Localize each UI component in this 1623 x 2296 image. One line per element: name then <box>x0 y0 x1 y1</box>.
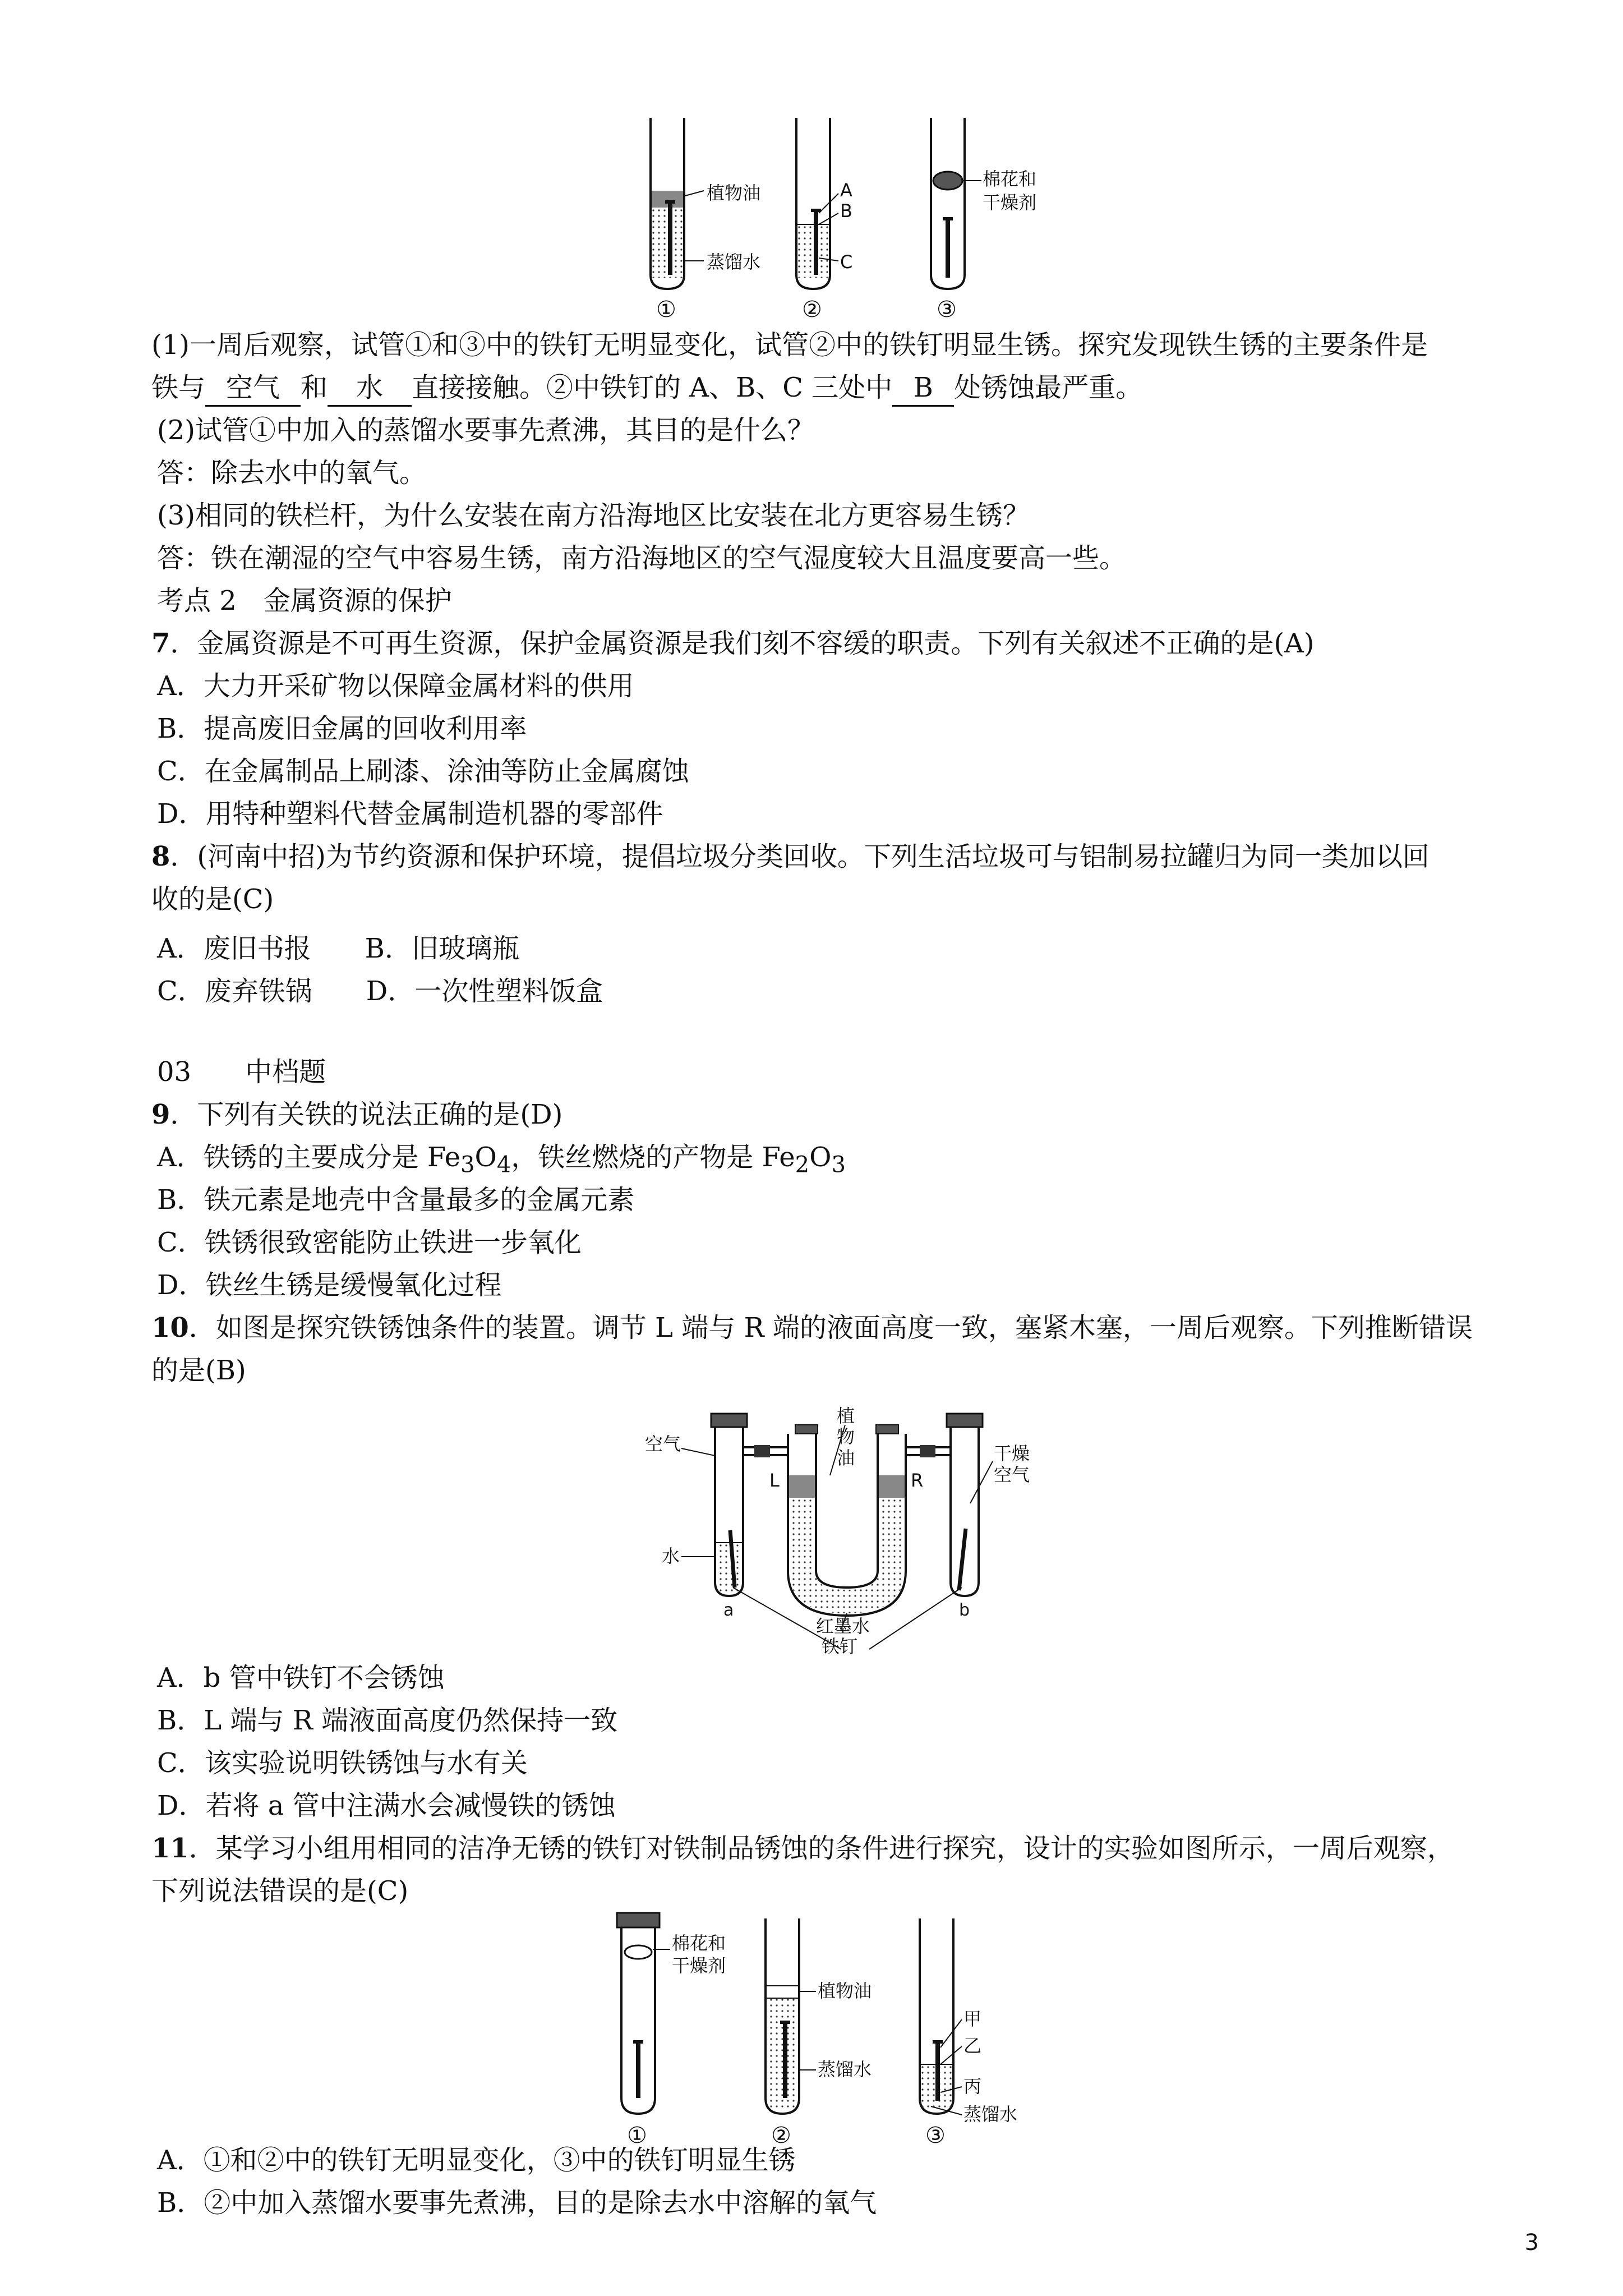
q7-option-a: A．大力开采矿物以保障金属材料的供用 <box>157 670 634 702</box>
figure-test-tubes-1 <box>628 112 1088 325</box>
tube-1 <box>651 118 704 289</box>
q11-number: 11 <box>151 1833 189 1864</box>
q8-options-ab: A．废旧书报 B．旧玻璃瓶 <box>157 933 519 964</box>
label-oil-1: 植 <box>837 1405 855 1427</box>
tube-num-2: ② <box>771 2123 791 2148</box>
label-water: 蒸馏水 <box>818 2059 872 2080</box>
q9-option-c: C．铁锈很致密能防止铁进一步氧化 <box>157 1227 582 1258</box>
label-nail: 铁钉 <box>822 1636 858 1655</box>
q8-options-cd: C．废弃铁锅 D．一次性塑料饭盒 <box>157 976 603 1007</box>
label-b: b <box>959 1600 970 1620</box>
label-jia: 甲 <box>963 2008 982 2030</box>
tube-num-1: ① <box>656 297 676 323</box>
q10-stem-line2: 的是(B) <box>151 1355 246 1386</box>
label-yi: 乙 <box>963 2035 982 2056</box>
q9-option-b: B．铁元素是地壳中含量最多的金属元素 <box>157 1184 635 1216</box>
q8-stem-line1 <box>151 839 1430 874</box>
q7-number: 7 <box>151 628 170 659</box>
q9-a-text3: ，铁丝燃烧的产物是 Fe <box>511 1142 795 1173</box>
q6-part1-line2 <box>151 370 1142 407</box>
label-A: A <box>840 180 852 201</box>
q10-option-c: C．该实验说明铁锈蚀与水有关 <box>157 1747 528 1779</box>
q11-option-b: B．②中加入蒸馏水要事先煮沸，目的是除去水中溶解的氧气 <box>157 2187 877 2219</box>
q9-option-a <box>157 1140 846 1182</box>
tube-num-3: ③ <box>937 297 957 323</box>
q9-a-sub1: 3 <box>460 1152 475 1178</box>
tube-2 <box>796 118 838 289</box>
label-water: 蒸馏水 <box>707 251 761 273</box>
q9-a-text2: O <box>474 1142 497 1173</box>
q10-stem-text: ．如图是探究铁锈蚀条件的装置。调节 L 端与 R 端的液面高度一致，塞紧木塞，一周后观察。下列推断错误 <box>188 1312 1473 1343</box>
label-cotton-2: 干燥剂 <box>983 192 1037 213</box>
label-oil-2: 物 <box>837 1426 855 1447</box>
q7-option-d: D．用特种塑料代替金属制造机器的零部件 <box>157 798 663 830</box>
label-oil-3: 油 <box>837 1447 855 1469</box>
label-a: a <box>723 1600 734 1620</box>
q6-answer2: 答：除去水中的氧气。 <box>157 457 427 489</box>
label-bing: 丙 <box>963 2076 982 2097</box>
q6-text-post: 处锈蚀最严重。 <box>954 372 1143 403</box>
label-L: L <box>769 1470 780 1491</box>
label-oil: 植物油 <box>818 1980 872 2001</box>
label-dry-2: 空气 <box>994 1464 1030 1485</box>
section-heading-03: 03 中档题 <box>157 1056 326 1088</box>
q10-stem-line1 <box>151 1310 1473 1345</box>
label-C: C <box>840 251 853 273</box>
q9-a-sub2: 4 <box>496 1152 511 1178</box>
label-ink: 红墨水 <box>816 1616 870 1637</box>
tube-num-2: ② <box>802 297 822 323</box>
answer-blank-3: B <box>892 370 954 407</box>
q9-option-d: D．铁丝生锈是缓慢氧化过程 <box>157 1269 502 1301</box>
label-water-2: 蒸馏水 <box>963 2104 1018 2125</box>
label-water: 水 <box>662 1545 680 1567</box>
q11-stem-line2: 下列说法错误的是(C) <box>151 1875 409 1907</box>
section-heading-kaodian2: 考点 2 金属资源的保护 <box>157 585 452 616</box>
q11-stem-line1 <box>151 1831 1454 1866</box>
q8-number: 8 <box>151 841 170 872</box>
answer-blank-1: 空气 <box>205 370 301 407</box>
tube-num-3: ③ <box>925 2123 946 2148</box>
page-number: 3 <box>1524 2230 1539 2256</box>
q6-text-mid2: 直接接触。②中铁钉的 A、B、C 三处中 <box>412 372 893 403</box>
label-oil: 植物油 <box>707 182 761 204</box>
figure-u-tube-apparatus <box>645 1402 1071 1655</box>
q10-option-b: B．L 端与 R 端液面高度仍然保持一致 <box>157 1705 618 1736</box>
tube-3 <box>931 118 981 289</box>
q6-text-mid: 和 <box>301 372 328 403</box>
label-air: 空气 <box>645 1433 681 1455</box>
q6-part1-line1: (1)一周后观察，试管①和③中的铁钉无明显变化，试管②中的铁钉明显生锈。探究发现铁生锈的主要条件是 <box>151 329 1428 361</box>
label-cotton-1: 棉花和 <box>672 1932 726 1954</box>
q6-part3: (3)相同的铁栏杆，为什么安装在南方沿海地区比安装在北方更容易生锈？ <box>157 500 1030 531</box>
q10-option-a: A．b 管中铁钉不会锈蚀 <box>157 1662 445 1694</box>
q7-stem <box>151 626 1315 661</box>
q7-option-c: C．在金属制品上刷漆、涂油等防止金属腐蚀 <box>157 756 689 787</box>
q9-stem <box>151 1097 562 1132</box>
label-cotton-2: 干燥剂 <box>672 1955 726 1976</box>
q9-a-sub4: 3 <box>831 1152 846 1178</box>
answer-blank-2: 水 <box>328 370 412 407</box>
q7-stem-text: ．金属资源是不可再生资源，保护金属资源是我们刻不容缓的职责。下列有关叙述不正确的是(A) <box>170 628 1315 659</box>
figure-test-tubes-2 <box>594 1907 1077 2148</box>
q8-stem-line2: 收的是(C) <box>151 884 274 915</box>
q9-a-sub3: 2 <box>795 1152 810 1178</box>
label-R: R <box>911 1470 924 1491</box>
label-dry-1: 干燥 <box>994 1443 1030 1464</box>
q11-stem-text: ．某学习小组用相同的洁净无锈的铁钉对铁制品锈蚀的条件进行探究，设计的实验如图所示，一周后观察， <box>188 1833 1454 1864</box>
label-cotton-1: 棉花和 <box>983 168 1037 190</box>
q9-a-text4: O <box>809 1142 832 1173</box>
q10-option-d: D．若将 a 管中注满水会减慢铁的锈蚀 <box>157 1790 616 1821</box>
q9-a-text1: A．铁锈的主要成分是 Fe <box>157 1142 461 1173</box>
q7-option-b: B．提高废旧金属的回收利用率 <box>157 713 527 744</box>
q6-answer3: 答：铁在潮湿的空气中容易生锈，南方沿海地区的空气湿度较大且温度要高一些。 <box>157 542 1127 574</box>
q8-stem-text: ．(河南中招)为节约资源和保护环境，提倡垃圾分类回收。下列生活垃圾可与铝制易拉罐归为同一类加以回 <box>170 841 1430 872</box>
q6-part2: (2)试管①中加入的蒸馏水要事先煮沸，其目的是什么？ <box>157 415 814 446</box>
q10-number: 10 <box>151 1312 189 1343</box>
q9-stem-text: ．下列有关铁的说法正确的是(D) <box>170 1099 563 1130</box>
tube-num-1: ① <box>627 2123 647 2148</box>
q6-text-pre: 铁与 <box>151 372 206 403</box>
label-B: B <box>840 200 852 222</box>
q9-number: 9 <box>151 1099 170 1130</box>
q11-option-a: A．①和②中的铁钉无明显变化，③中的铁钉明显生锈 <box>157 2145 796 2176</box>
